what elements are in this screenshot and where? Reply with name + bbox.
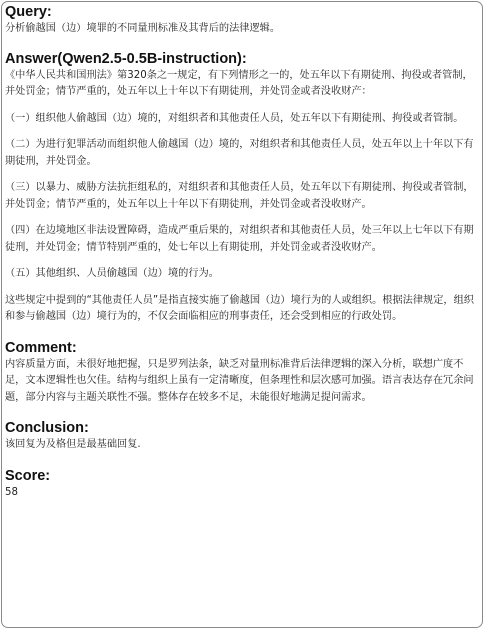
conclusion-text: 该回复为及格但是最基础回复. <box>5 439 141 450</box>
answer-conclusion: 这些规定中提到的“其他责任人员”是指直接实施了偷越国（边）境行为的人或组织。根据法律规定，组织和参与偷越国（边）境行为的，不仅会面临相应的刑事责任，还会受到相应的行政处罚。 <box>5 294 474 322</box>
answer-heading: Answer(Qwen2.5-0.5B-instruction): <box>5 50 247 67</box>
score-heading: Score: <box>5 467 51 484</box>
score-value: 58 <box>5 486 18 498</box>
evaluation-card <box>5 4 479 501</box>
comment-text: 内容质量方面，未很好地把握，只是罗列法条，缺乏对量刑标准背后法律逻辑的深入分析，联想广度不足，文本逻辑性也欠佳。结构与组织上虽有一定清晰度，但条理性和层次感可加强。语言表达存在冗余问题，部分内容与主题关联性不强。整体存在较多不足，未能很好地满足提问需求。 <box>5 358 474 403</box>
answer-item-2: （二）为进行犯罪活动而组织他人偷越国（边）境的，对组织者和其他责任人员，处五年以上十年以下有期徒刑，并处罚金。 <box>5 139 474 167</box>
answer-intro: 《中华人民共和国刑法》第320条之一规定，有下列情形之一的，处五年以下有期徒刑、拘役或者管制，并处罚金；情节严重的，处五年以上十年以下有期徒刑，并处罚金或者没收财产： <box>5 69 473 97</box>
query-heading: Query: <box>5 4 52 20</box>
conclusion-heading: Conclusion: <box>5 420 89 436</box>
answer-item-3: （三）以暴力、威胁方法抗拒组私的，对组织者和其他责任人员，处五年以下有期徒刑、拘役或者管制，并处罚金；情节严重的，处五年以上十年以下有期徒刑，并处罚金或者没收财产。 <box>5 182 474 210</box>
answer-item-4: （四）在边境地区非法设置障碍，造成严重后果的，对组织者和其他责任人员，处三年以上七年以下有期徒刑，并处罚金；情节特别严重的，处七年以上有期徒刑，并处罚金或者没收财产。 <box>5 225 474 253</box>
answer-item-1: （一）组织他人偷越国（边）境的，对组织者和其他责任人员，处五年以下有期徒刑、拘役或者管制。 <box>5 112 464 124</box>
comment-heading: Comment: <box>5 339 77 356</box>
query-text: 分析偷越国（边）境罪的不同量刑标准及其背后的法律逻辑。 <box>5 23 281 34</box>
answer-item-5: （五）其他组织、人员偷越国（边）境的行为。 <box>5 268 219 279</box>
